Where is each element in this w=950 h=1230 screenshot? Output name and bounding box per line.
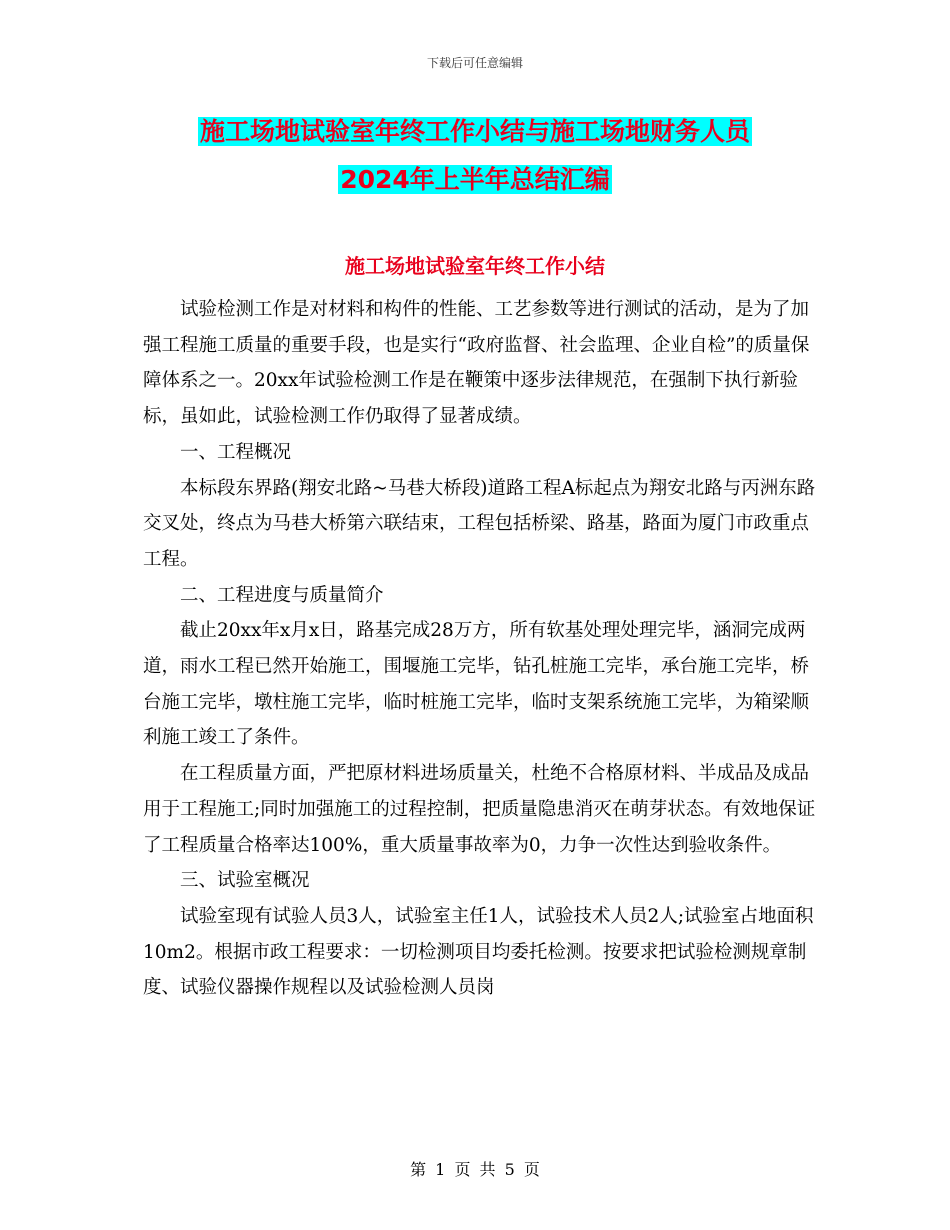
paragraph-intro: 试验检测工作是对材料和构件的性能、工艺参数等进行测试的活动，是为了加强工程施工质量的重要手段，也是实行“政府监督、社会监理、企业自检”的质量保障体系之一。20xx年试验检测工作是在鞭策中逐步法律规范，在强制下执行新验标，虽如此，试验检测工作仍取得了显著成绩。 bbox=[143, 299, 810, 428]
paragraph-lab-overview: 试验室现有试验人员3人，试验室主任1人，试验技术人员2人;试验室占地面积10m2。根据市政工程要求：一切检测项目均委托检测。按要求把试验检测规章制度、试验仪器操作规程以及试验检测人员岗 bbox=[143, 905, 814, 999]
heading-progress-quality: 二、工程进度与质量简介 bbox=[180, 584, 384, 606]
paragraph-quality: 在工程质量方面，严把原材料进场质量关，杜绝不合格原材料、半成品及成品用于工程施工;同时加强施工的过程控制，把质量隐患消灭在萌芽状态。有效地保证了工程质量合格率达100%，重大质量事故率为0，力争一次性达到验收条件。 bbox=[143, 763, 816, 856]
section-title: 施工场地试验室年终工作小结 bbox=[345, 254, 605, 278]
title-line-1: 施工场地试验室年终工作小结与施工场地财务人员 bbox=[199, 117, 750, 146]
heading-project-overview: 一、工程概况 bbox=[180, 441, 292, 463]
paragraph-progress: 截止20xx年x月x日，路基完成28万方，所有软基处理处理完毕，涵洞完成两道，雨水工程已然开始施工，围堰施工完毕，钻孔桩施工完毕，承台施工完毕，桥台施工完毕，墩柱施工完毕，临时桩施工完毕，临时支架系统施工完毕，为箱梁顺利施工竣工了条件。 bbox=[143, 620, 810, 749]
header-note: 下载后可任意编辑 bbox=[426, 56, 523, 70]
document-body bbox=[143, 292, 823, 1006]
page-footer: 第 1 页 共 5 页 bbox=[410, 1160, 540, 1179]
heading-lab-overview: 三、试验室概况 bbox=[180, 870, 310, 892]
paragraph-project-overview: 本标段东界路(翔安北路~马巷大桥段)道路工程A标起点为翔安北路与丙洲东路交叉处，终点为马巷大桥第六联结束，工程包括桥梁、路基，路面为厦门市政重点工程。 bbox=[143, 477, 816, 570]
title-line-2: 2024年上半年总结汇编 bbox=[340, 165, 610, 194]
document-title bbox=[0, 108, 950, 204]
